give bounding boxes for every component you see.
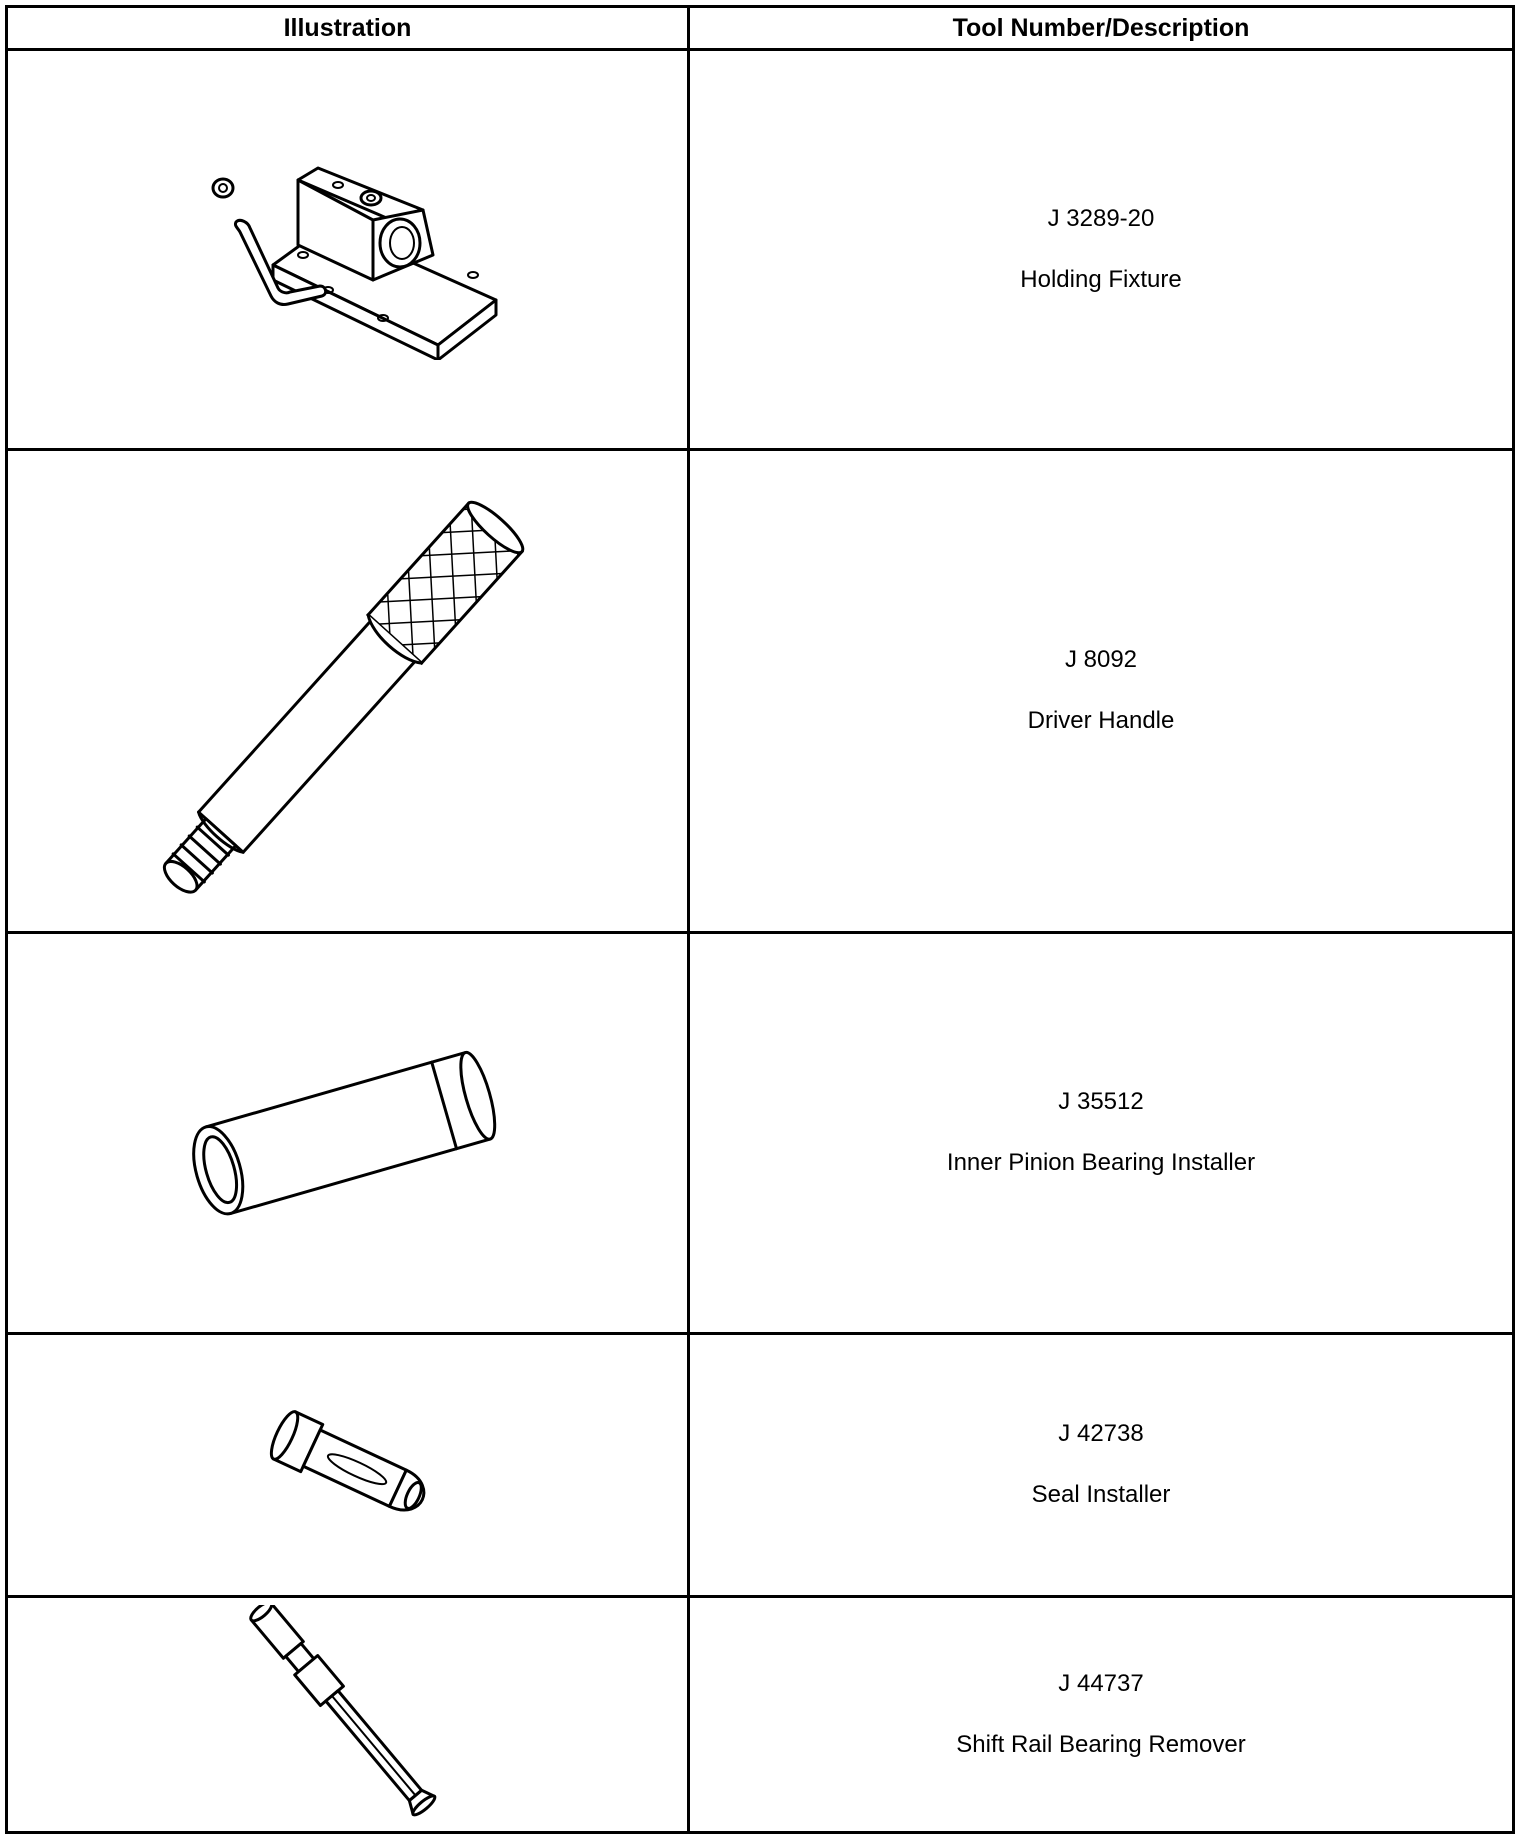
holding-fixture-icon bbox=[178, 140, 518, 360]
tool-number: J 35512 bbox=[1058, 1088, 1144, 1116]
description-cell bbox=[689, 1597, 1514, 1833]
tool-description: Inner Pinion Bearing Installer bbox=[946, 1149, 1256, 1176]
tool-description: Seal Installer bbox=[1031, 1481, 1171, 1508]
table-row bbox=[7, 933, 1514, 1334]
illustration-cell bbox=[7, 50, 689, 450]
bearing-installer-icon bbox=[178, 1033, 518, 1233]
description-cell bbox=[689, 50, 1514, 450]
illustration-cell bbox=[7, 1334, 689, 1597]
description-cell bbox=[689, 1334, 1514, 1597]
driver-handle-icon bbox=[108, 471, 588, 911]
table-row bbox=[7, 450, 1514, 933]
tool-description: Holding Fixture bbox=[1020, 265, 1182, 293]
tool-number: J 3289-20 bbox=[1047, 204, 1155, 232]
description-cell bbox=[689, 450, 1514, 933]
tool-number: J 44737 bbox=[1058, 1669, 1144, 1697]
description-cell bbox=[689, 933, 1514, 1334]
header-tool-number-description: Tool Number/Description bbox=[689, 7, 1514, 50]
illustration-cell bbox=[7, 1597, 689, 1833]
illustration-cell bbox=[7, 933, 689, 1334]
table-row bbox=[7, 50, 1514, 450]
table-row bbox=[7, 1334, 1514, 1597]
seal-installer-icon bbox=[258, 1405, 438, 1525]
header-illustration: Illustration bbox=[7, 7, 689, 50]
bearing-remover-icon bbox=[218, 1605, 478, 1825]
illustration-cell bbox=[7, 450, 689, 933]
special-tools-table bbox=[5, 5, 1515, 1834]
tool-number: J 42738 bbox=[1058, 1420, 1144, 1448]
table-row bbox=[7, 1597, 1514, 1833]
table-header-row bbox=[7, 7, 1514, 50]
tool-description: Driver Handle bbox=[1027, 707, 1175, 734]
tool-description: Shift Rail Bearing Remover bbox=[956, 1730, 1246, 1758]
tool-number: J 8092 bbox=[1064, 646, 1138, 674]
